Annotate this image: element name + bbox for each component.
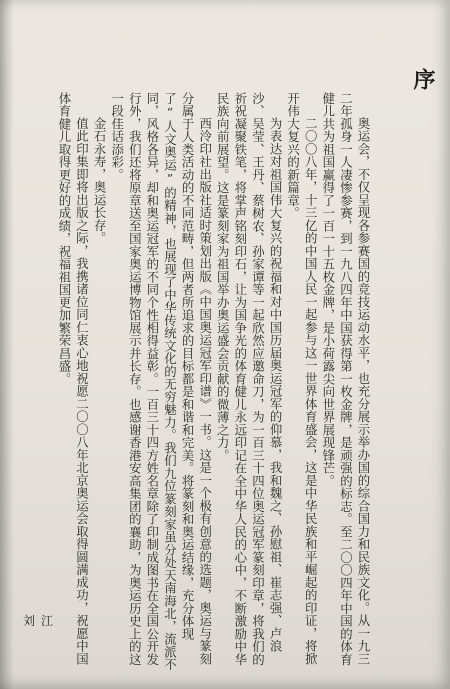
preface-body <box>52 92 372 672</box>
paragraph: 金石永寿，奥运长存。 <box>92 116 108 245</box>
author-signature: 刘江 <box>23 614 60 628</box>
paragraph: 值此印集即将出版之际，我携诸位同仁衷心地祝愿二〇〇八年北京奥运会取得圆满成功，祝愿中国体育健儿取得更好的成绩，祝福祖国更加繁荣昌盛。 <box>56 92 90 666</box>
page-shadow <box>0 0 14 689</box>
paragraph: 奥运会，不仅呈现各参赛国的竞技运动水平，也充分展示举办国的综合国力和民族文化。从一九三二年孤身一人凄惨参赛，到一九八四年中国获得第一枚金牌，是顽强的标志。至二〇〇四年中国的体育健儿共为祖国赢得了一百一十五枚金牌，是小荷露尖向世界展现锋芒。 <box>320 92 371 666</box>
page-title: 序 <box>410 68 436 90</box>
paragraph: 西泠印社出版社适时策划出版《中国奥运冠军印谱》一书。这是一个极有创意的选题，奥运与篆刻分属于人类活动的不同范畴，但两者所追求的目标都是和谐和完美。将篆刻和奥运结缘，充分体现了“人文奥运”的精神，也展现了中华传统文化的无穷魅力。我们九位篆刻家虽分处天南海北，流派不同，风格各异，却和奥运冠军的不同个性相得益彰。一百三十四方姓名章除了印制成图书在全国公开发行外，我们还将原章送至国家奥运博物馆展示并长存。也感谢香港安高集团的襄助，为奥运历史上的这一段佳话添彩。 <box>109 92 213 671</box>
paragraph: 二〇〇八年，十三亿的中国人民一起参与这一世界体育盛会，这是中华民族和平崛起的印证，将掀开伟大复兴的新篇章。 <box>285 92 319 666</box>
paragraph: 为表达对祖国伟大复兴的祝福和对中国历届奥运冠军的仰慕，我和魏之、孙慰祖、崔志强、卢浪沙、吴莹、王丹、蔡树农、孙家谭等一起欣然应邀命刀，为一百三十四位奥运冠军篆刻印章，将我们的祈祝凝聚铁笔，将掌声铭刻印石，让为国争光的体育健儿永远印记在全中华人民的心中，不断激励中华民族向前展望。这是篆刻家为祖国举办奥运盛会贡献的微薄之力。 <box>215 92 284 666</box>
